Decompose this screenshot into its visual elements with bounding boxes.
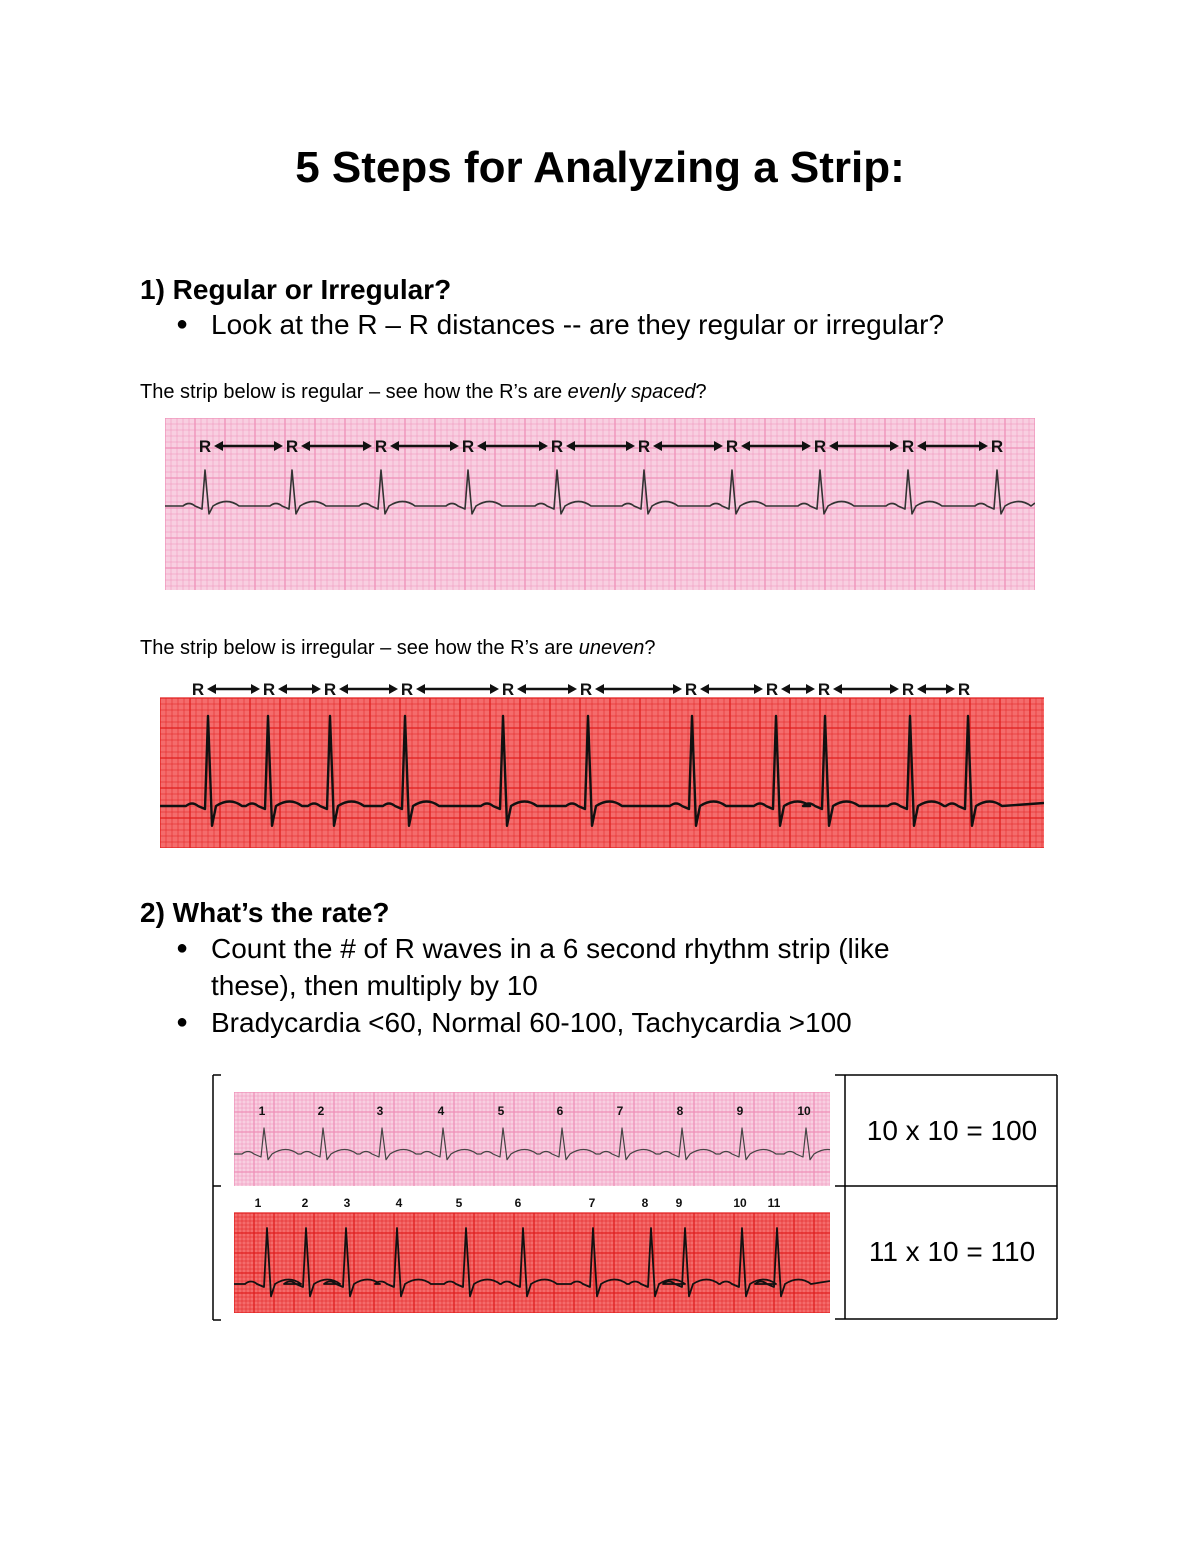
- beat-count-label: 5: [455, 1196, 463, 1210]
- r-wave-label: R: [813, 437, 827, 456]
- double-arrow-icon: [595, 684, 682, 694]
- beat-count-label: 4: [437, 1104, 445, 1118]
- rate-strip-11-beats: [234, 1195, 830, 1313]
- r-wave-label: R: [461, 437, 475, 456]
- r-wave-label: R: [374, 437, 388, 456]
- double-arrow-icon: [207, 684, 260, 694]
- r-wave-label: R: [817, 680, 831, 699]
- r-wave-label: R: [262, 680, 276, 699]
- beat-count-label: 5: [497, 1104, 505, 1118]
- bullet-icon: ●: [176, 313, 189, 335]
- r-wave-label: R: [765, 680, 779, 699]
- step2-heading: 2) What’s the rate?: [140, 897, 390, 928]
- r-wave-label: R: [191, 680, 205, 699]
- step2-bullet-count-line1: Count the # of R waves in a 6 second rhythm strip (like: [211, 933, 890, 964]
- beat-count-label: 8: [641, 1196, 649, 1210]
- beat-count-label: 7: [588, 1196, 596, 1210]
- beat-count-label: 9: [675, 1196, 683, 1210]
- double-arrow-icon: [416, 684, 499, 694]
- beat-count-label: 10: [797, 1104, 811, 1118]
- beat-count-label: 6: [514, 1196, 522, 1210]
- double-arrow-icon: [517, 684, 577, 694]
- beat-count-label: 6: [556, 1104, 564, 1118]
- beat-count-label: 11: [767, 1196, 781, 1210]
- double-arrow-icon: [781, 684, 815, 694]
- caption-irregular: The strip below is irregular – see how the R’s are uneven?: [140, 637, 656, 659]
- beat-count-label: 7: [616, 1104, 624, 1118]
- r-wave-label: R: [550, 437, 564, 456]
- beat-count-label: 1: [254, 1196, 262, 1210]
- step2-bullet-ranges: Bradycardia <60, Normal 60-100, Tachycardia >100: [211, 1007, 852, 1038]
- beat-count-label: 8: [676, 1104, 684, 1118]
- r-wave-label: R: [400, 680, 414, 699]
- r-wave-label: R: [323, 680, 337, 699]
- r-wave-label: R: [684, 680, 698, 699]
- double-arrow-icon: [278, 684, 321, 694]
- r-wave-label: R: [579, 680, 593, 699]
- double-arrow-icon: [833, 684, 899, 694]
- beat-count-label: 1: [258, 1104, 266, 1118]
- rate-strip-10-beats: [234, 1092, 830, 1186]
- beat-count-label: 3: [343, 1196, 351, 1210]
- r-wave-label: R: [990, 437, 1004, 456]
- step2-bullet-count-line2: these), then multiply by 10: [211, 970, 538, 1001]
- r-wave-label: R: [957, 680, 971, 699]
- bullet-icon: ●: [176, 937, 189, 959]
- double-arrow-icon: [917, 684, 955, 694]
- rate-result-1: 10 x 10 = 100: [866, 1115, 1038, 1146]
- r-wave-label: R: [637, 437, 651, 456]
- beat-count-label: 2: [317, 1104, 325, 1118]
- beat-count-label: 4: [395, 1196, 403, 1210]
- double-arrow-icon: [339, 684, 398, 694]
- r-wave-label: R: [901, 437, 915, 456]
- r-wave-label: R: [901, 680, 915, 699]
- r-wave-label: R: [725, 437, 739, 456]
- step1-bullet: Look at the R – R distances -- are they regular or irregular?: [211, 309, 945, 340]
- r-wave-label: R: [501, 680, 515, 699]
- double-arrow-icon: [700, 684, 763, 694]
- step1-heading: 1) Regular or Irregular?: [140, 274, 452, 305]
- ecg-strip-regular: [165, 418, 1035, 590]
- page-title: 5 Steps for Analyzing a Strip:: [295, 143, 905, 192]
- rate-result-2: 11 x 10 = 110: [868, 1236, 1036, 1267]
- r-wave-label: R: [198, 437, 212, 456]
- beat-count-label: 9: [736, 1104, 744, 1118]
- beat-count-label: 2: [301, 1196, 309, 1210]
- beat-count-label: 3: [376, 1104, 384, 1118]
- ecg-strip-irregular: [160, 676, 1044, 848]
- beat-count-label: 10: [733, 1196, 747, 1210]
- r-wave-label: R: [285, 437, 299, 456]
- caption-regular: The strip below is regular – see how the R’s are evenly spaced?: [140, 381, 707, 403]
- bullet-icon: ●: [176, 1011, 189, 1033]
